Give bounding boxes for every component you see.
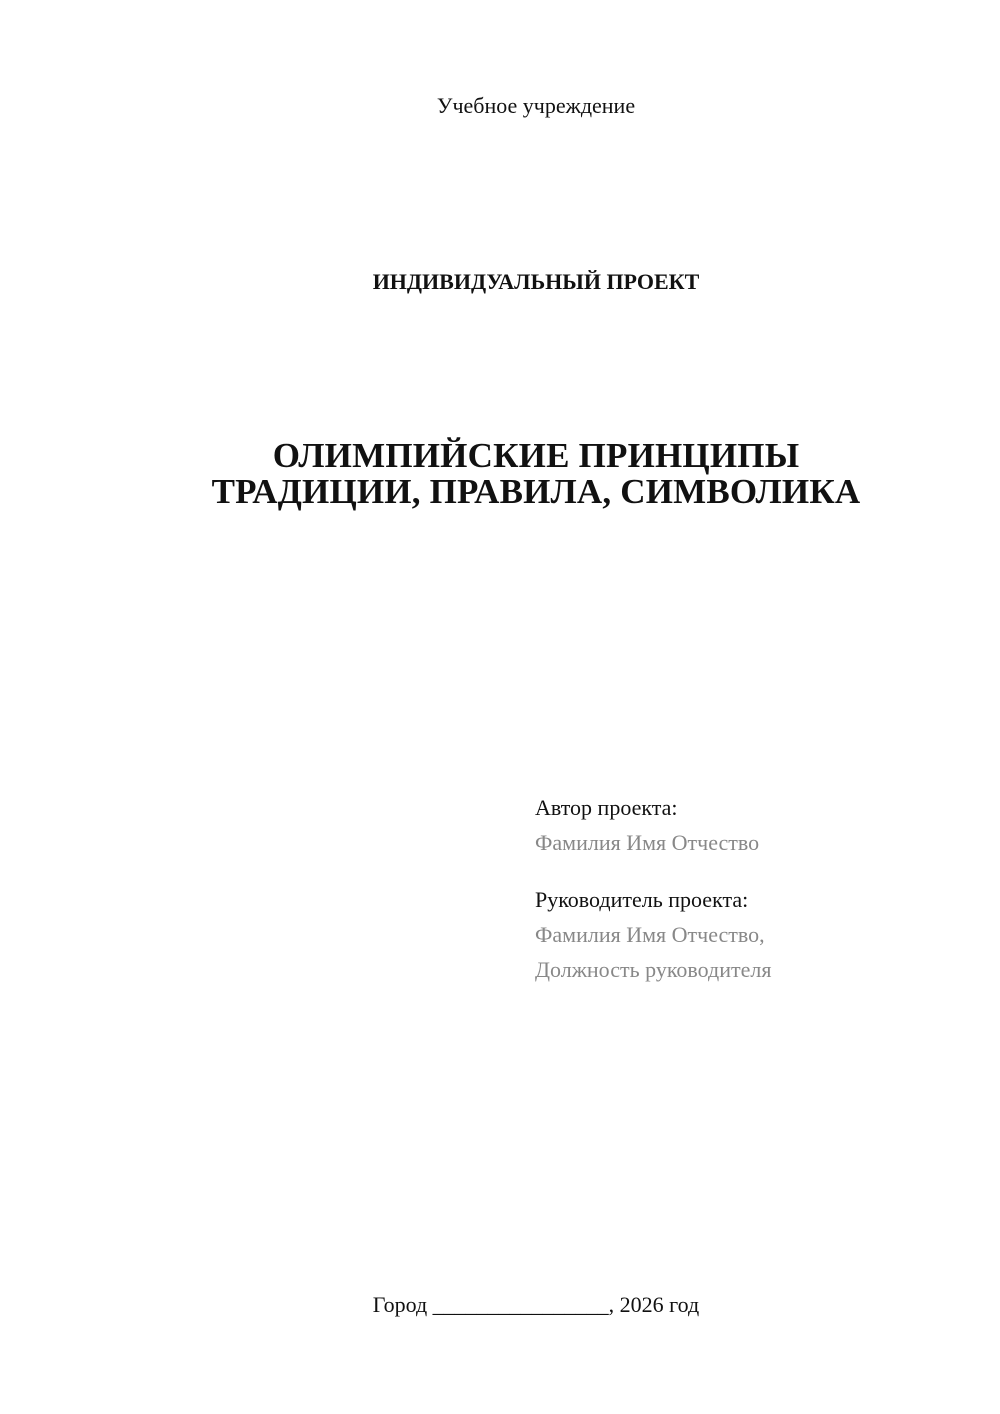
project-title-line-1: ОЛИМПИЙСКИЕ ПРИНЦИПЫ bbox=[272, 436, 800, 475]
project-info-block bbox=[535, 790, 975, 987]
supervisor-position: Должность руководителя bbox=[535, 957, 772, 982]
info-spacer bbox=[535, 860, 975, 882]
supervisor-label: Руководитель проекта: bbox=[535, 887, 749, 912]
institution-name: Учебное учреждение bbox=[436, 93, 636, 118]
project-title bbox=[0, 438, 1000, 510]
project-title-line-2: ТРАДИЦИИ, ПРАВИЛА, СИМВОЛИКА bbox=[211, 472, 861, 511]
author-name: Фамилия Имя Отчество bbox=[535, 830, 760, 855]
city-year-footer: Город ________________, 2026 год bbox=[372, 1292, 700, 1317]
author-label: Автор проекта: bbox=[535, 795, 678, 820]
supervisor-name: Фамилия Имя Отчество, bbox=[535, 922, 765, 947]
project-type-heading: ИНДИВИДУАЛЬНЫЙ ПРОЕКТ bbox=[372, 269, 700, 294]
